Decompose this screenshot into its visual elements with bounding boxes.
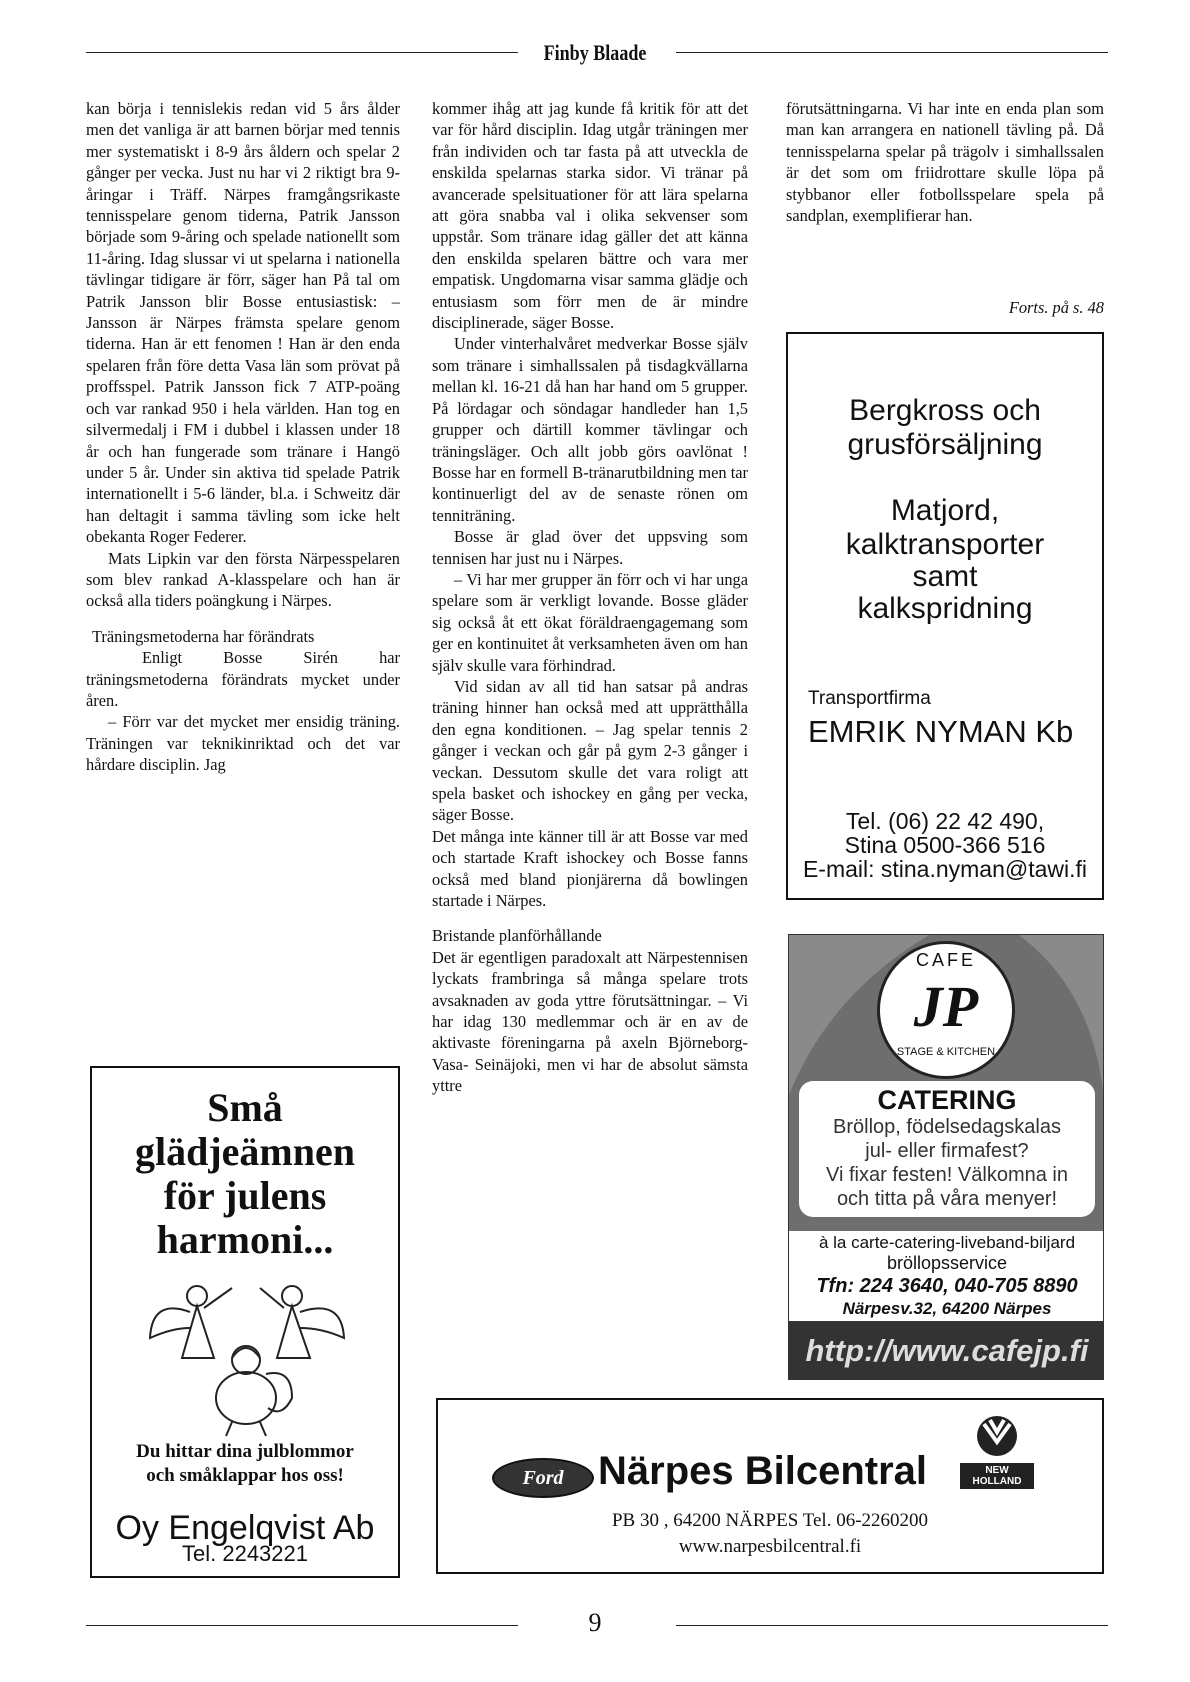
ad-contact-line: E-mail: stina.nyman@tawi.fi: [802, 856, 1088, 882]
subtitle-line: och småklappar hos oss!: [146, 1465, 344, 1486]
paragraph: Vid sidan av all tid han satsar på andras träning hinner han också med att upprätthålla den egna konditionen. – Jag spelar tennis 2 gånger i veckan och går på gym 2-3 gånger i veckan. Dessutom skulle det vara roligt att spela basket och ishockey en gång per vecka, säger Bosse.: [432, 676, 748, 825]
ad-engelqvist-company: Oy Engelqvist Ab: [115, 1509, 375, 1547]
ad-body-line: kalktransporter: [845, 528, 1045, 561]
ad-contact-line: Tel. (06) 22 42 490,: [845, 808, 1045, 834]
ad-cafe-jp: [788, 934, 1104, 1380]
cafe-logo-top: CAFE: [915, 950, 976, 970]
continued-note: Forts. på s. 48: [1008, 298, 1104, 317]
cafe-info: [789, 1231, 1104, 1321]
ad-engelqvist: [90, 1066, 400, 1578]
paragraph: Det många inte känner till är att Bosse var med och startade Kraft ishockey och Bosse fanns också med bland pionjärerna då bowlingen startade i Närpes.: [432, 826, 748, 911]
ad-bergkross: [786, 332, 1104, 900]
subtitle-line: Du hittar dina julblommor: [136, 1441, 354, 1462]
catering-line: och titta på våra menyer!: [836, 1188, 1058, 1210]
page-number: 9: [588, 1608, 602, 1637]
paragraph: förutsättningarna. Vi har inte en enda plan som man kan arrangera en nationell tävling på. Då tennisspelarna spelar på trägolv i simhallssalen är det som om friidrottare skulle löpa på stybbanor eller fotbollsspelare spela på sandplan, exemplifierar han.: [786, 99, 1104, 226]
cafe-address: Närpesv.32, 64200 Närpes: [842, 1299, 1052, 1318]
cafe-url: http://www.cafejp.fi: [789, 1321, 1104, 1380]
ad-title-line: för julens: [163, 1173, 327, 1218]
catering-line: jul- eller firmafest?: [865, 1140, 1029, 1162]
paragraph: Under vinterhalvåret medverkar Bosse själv som tränare i simhallssalen på tisdagkvällarna mellan kl. 16-21 då han har hand om 5 grupper. På lördagar och söndagar handleder han 1,5 grupper och därtill kommer tävlingar och träningsläger. Och allt jobb görs oavlönat ! Bosse har en formell B-tränarutbildning men tar kontinuerligt del av de senaste rönen om tenniträning.: [432, 334, 748, 525]
ad-body-line: Matjord,: [890, 494, 1000, 527]
ford-logo: [492, 1458, 594, 1498]
cafe-services: bröllopsservice: [886, 1253, 1008, 1273]
ad-title-line: Små: [207, 1085, 283, 1130]
ad-body-line: samt: [912, 560, 978, 593]
cafe-services: à la carte-catering-liveband-biljard: [818, 1233, 1076, 1252]
new-holland-icon: [974, 1412, 1020, 1458]
ad-title-line: glädjeämnen: [135, 1129, 355, 1174]
ad-company: EMRIK NYMAN Kb: [808, 714, 1074, 749]
section-heading: Bristande planförhållande: [432, 926, 602, 946]
ad-title-line: harmoni...: [156, 1217, 334, 1262]
ad-bilcentral-url: www.narpesbilcentral.fi: [678, 1536, 862, 1557]
ad-narpes-bilcentral: [436, 1398, 1104, 1574]
paragraph: kommer ihåg att jag kunde få kritik för att det var för hård disciplin. Idag utgår träningen mer från individen och tar fasta på att utveckla de enskilda spelarnas starka sidor. Vi tränar på avancerade spelsituationer för att lära spelarna att göra snabba val i olika sekvenser som uppstår. Som tränare idag gäller det att känna den enskilda spelaren bättre och vara mer empatisk. Ungdomarna visar samma glädje och entusiasm som förr men de är mindre disciplinerade, säger Bosse.: [432, 99, 748, 333]
paragraph: Det är egentligen paradoxalt att Närpestennisen lyckats frambringa så många spelare trots avsaknaden av goda yttre förutsättningar. – Vi har idag 130 medlemmar och är en av de aktivaste föreningarna på axeln Björneborg- Vasa- Seinäjoki, men vi har de absolut sämsta yttre: [432, 947, 748, 1096]
new-holland-logo: [960, 1412, 1034, 1494]
section-heading: Träningsmetoderna har förändrats: [92, 626, 315, 646]
cafe-logo-mark: JP: [913, 974, 979, 1039]
article-column-3: [786, 98, 1104, 226]
ford-logo-text: Ford: [522, 1467, 564, 1489]
ad-title-line: Bergkross och: [849, 394, 1041, 427]
cafe-phone: Tfn: 224 3640, 040-705 8890: [816, 1275, 1078, 1297]
cafe-logo: [877, 941, 1015, 1079]
paragraph: Bosse är glad över det uppsving som tennisen har just nu i Närpes.: [432, 527, 748, 568]
catering-line: Vi fixar festen! Välkomna in: [826, 1164, 1068, 1186]
ad-engelqvist-tel: Tel. 2243221: [182, 1541, 308, 1566]
ad-bilcentral-address: PB 30 , 64200 NÄRPES Tel. 06-2260200: [611, 1510, 929, 1531]
article-column-2: [432, 98, 748, 1097]
catering-heading: CATERING: [877, 1085, 1017, 1115]
catering-line: Bröllop, födelsedagskalas: [833, 1116, 1061, 1138]
catering-box: [799, 1081, 1095, 1217]
ad-contact-line: Stina 0500-366 516: [844, 832, 1046, 858]
new-holland-text: NEW HOLLAND: [960, 1463, 1034, 1489]
paragraph: – Vi har mer grupper än förr och vi har unga spelare som är verkligt lovande. Bosse gläder sig också åt ett ökat föräldraengagemang som ger en kontinuitet åt verksamheten även om han själv skulle vara förhindrad.: [432, 569, 748, 675]
article-column-1: [86, 98, 400, 776]
ad-label: Transportfirma: [808, 688, 931, 709]
paragraph: Mats Lipkin var den första Närpesspelaren som blev rankad A-klasspelare och han är också alla tiders poängkung i Närpes.: [86, 548, 400, 611]
publication-title: Finby Blaade: [543, 40, 647, 65]
cafe-logo-bottom: STAGE & KITCHEN: [896, 1046, 996, 1058]
paragraph: Enligt Bosse Sirén har träningsmetoderna förändrats mycket under åren.: [86, 648, 400, 710]
ad-bilcentral-name: Närpes Bilcentral: [598, 1449, 928, 1493]
ad-body-line: kalkspridning: [857, 592, 1033, 625]
ad-title-line: grusförsäljning: [847, 428, 1043, 461]
paragraph: – Förr var det mycket mer ensidig träning. Träningen var teknikinriktad och det var hårdare disciplin. Jag: [86, 712, 400, 775]
ad-engelqvist-title: [92, 1086, 398, 1262]
angels-santa-illustration: [142, 1268, 352, 1438]
ad-engelqvist-subtitle: [92, 1440, 398, 1488]
paragraph: kan börja i tennislekis redan vid 5 års ålder men det vanliga är att barnen börjar med tennis mer systematiskt i 8-9 års åldern och spelar 2 gånger per vecka. Just nu har vi 2 riktigt bra 9-åringar i Träff. Närpes framgångsrikaste tennisspelare genom tiderna, Patrik Jansson började som 9-åring och spelade nationellt som 11-åring. Idag slussar vi ut spelarna i nationella tävlingar tidigare är förr, säger han På tal om Patrik Jansson blir Bosse entusiastisk: – Jansson är Närpes främsta spelare genom tiderna. Han är ett fenomen ! Han är den enda spelaren från före detta Vasa län som prövat på proffsspel. Patrik Jansson fick 7 ATP-poäng och var rankad 950 i hela världen. Han tog en silvermedalj i FM i dubbel i klassen under 18 år och han fungerade som tränare i Hangö under 5 år. Under sin aktiva tid spelade Patrik internationellt i 5-6 länder, bl.a. i Schweitz där han deltagit i samma tävling som icke helt obekanta Roger Federer.: [86, 99, 400, 547]
